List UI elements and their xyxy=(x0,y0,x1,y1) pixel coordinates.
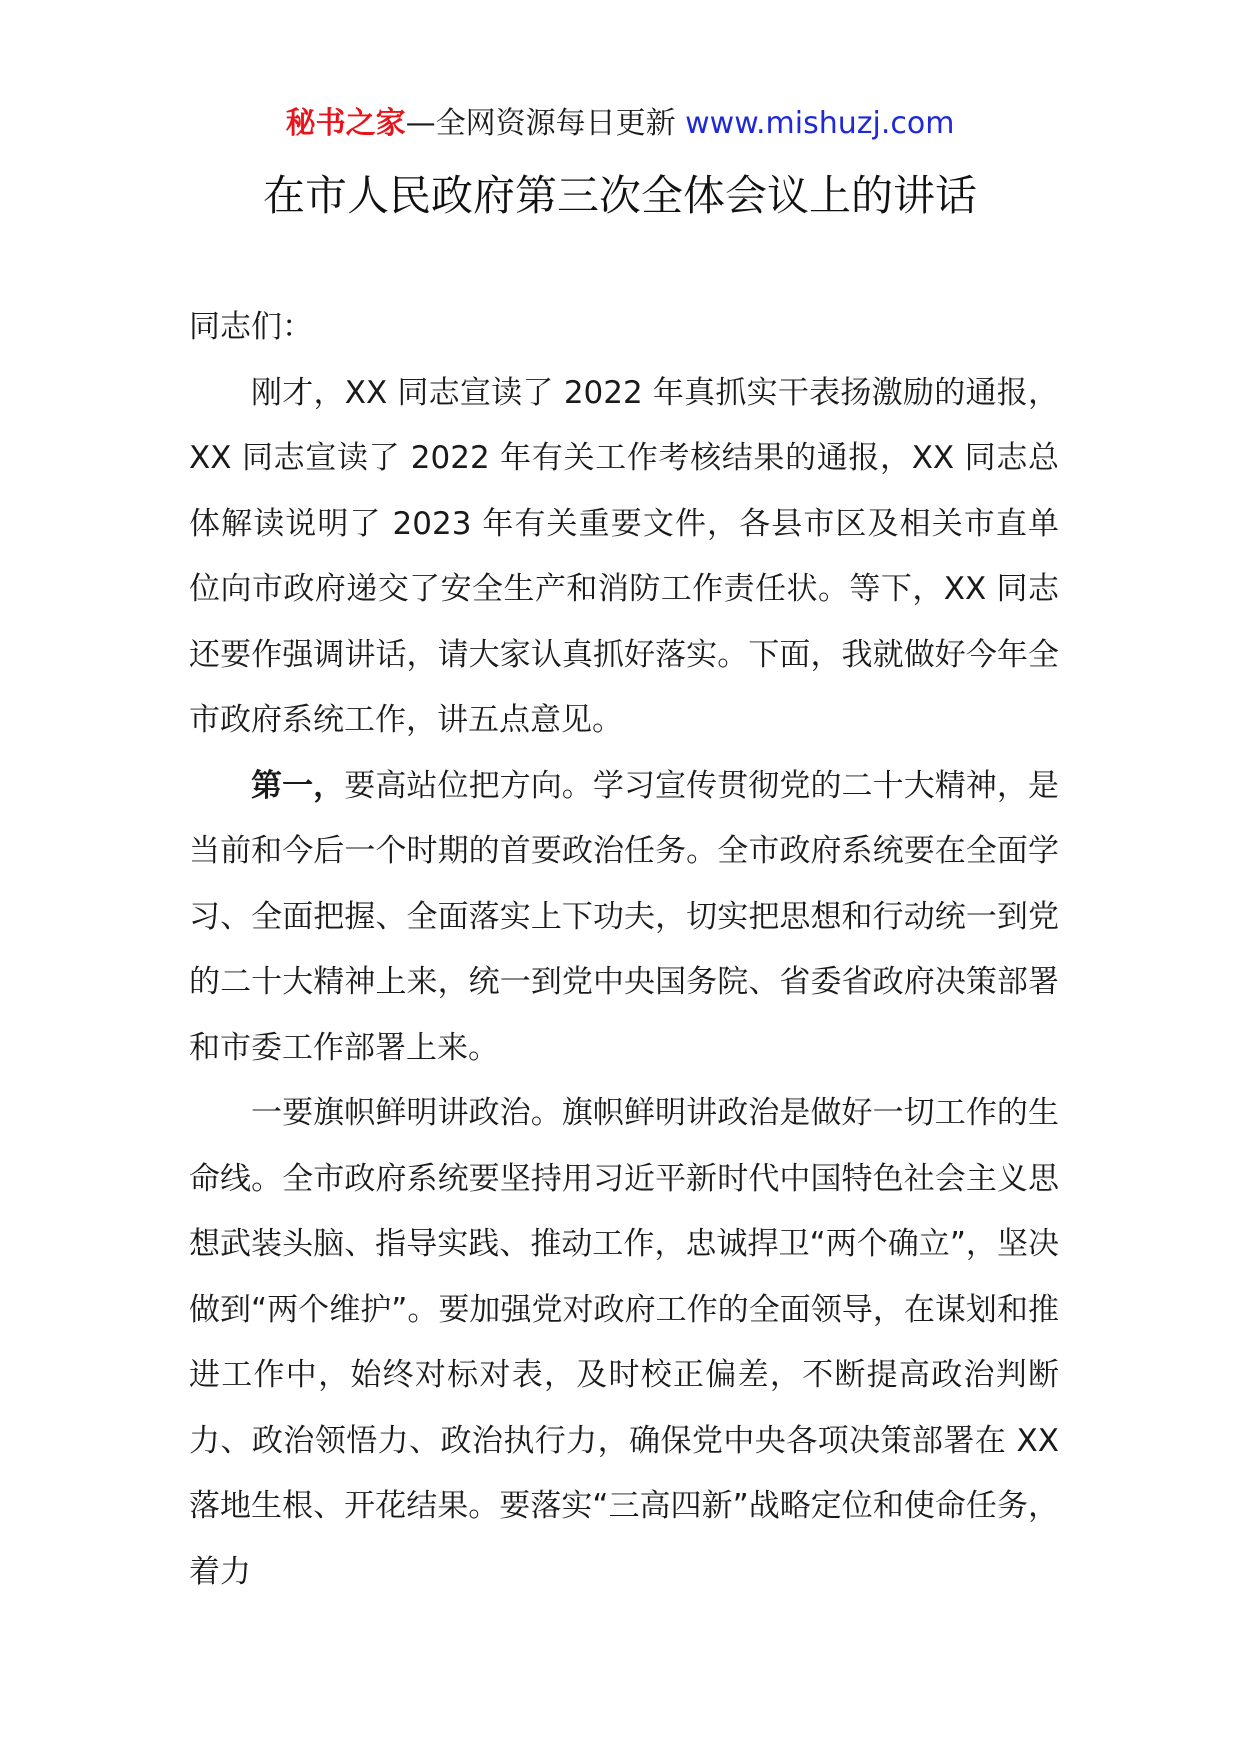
paragraph-politics xyxy=(189,1081,1059,1605)
paragraph-point-one xyxy=(189,754,1059,1082)
paragraph-text: 刚才，XX 同志宣读了 2022 年真抓实干表扬激励的通报，XX 同志宣读了 2022 年有关工作考核结果的通报，XX 同志总体解读说明了 2023 年有关重要文件，各县市区及相关市直单位向市政府递交了安全生产和消防工作责任状。等下，XX 同志还要作强调讲话，请大家认真抓好落实。下面，我就做好今年全市政府系统工作，讲五点意见。 xyxy=(189,374,1059,738)
paragraph-lead: 第一， xyxy=(251,767,345,804)
header-slogan: —全网资源每日更新 xyxy=(405,106,686,141)
paragraph-text: 一要旗帜鲜明讲政治。旗帜鲜明讲政治是做好一切工作的生命线。全市政府系统要坚持用习近平新时代中国特色社会主义思想武装头脑、指导实践、推动工作，忠诚捍卫“两个确立”，坚决做到“两个维护”。要加强党对政府工作的全面领导，在谋划和推进工作中，始终对标对表，及时校正偏差，不断提高政治判断力、政治领悟力、政治执行力，确保党中央各项决策部署在 XX 落地生根、开花结果。要落实“三高四新”战略定位和使命任务，着力 xyxy=(189,1095,1059,1590)
paragraph-intro xyxy=(189,361,1059,754)
watermark-header xyxy=(0,104,1240,144)
site-url-link[interactable]: www.mishuzj.com xyxy=(685,106,955,141)
document-title: 在市人民政府第三次全体会议上的讲话 xyxy=(262,171,977,220)
document-body xyxy=(189,295,1059,1605)
brand-name: 秘书之家 xyxy=(285,106,406,141)
paragraph-text: 要高站位把方向。学习宣传贯彻党的二十大精神，是当前和今后一个时期的首要政治任务。全市政府系统要在全面学习、全面把握、全面落实上下功夫，切实把思想和行动统一到党的二十大精神上来，统一到党中央国务院、省委省政府决策部署和市委工作部署上来。 xyxy=(189,767,1060,1066)
salutation: 同志们： xyxy=(189,309,313,345)
